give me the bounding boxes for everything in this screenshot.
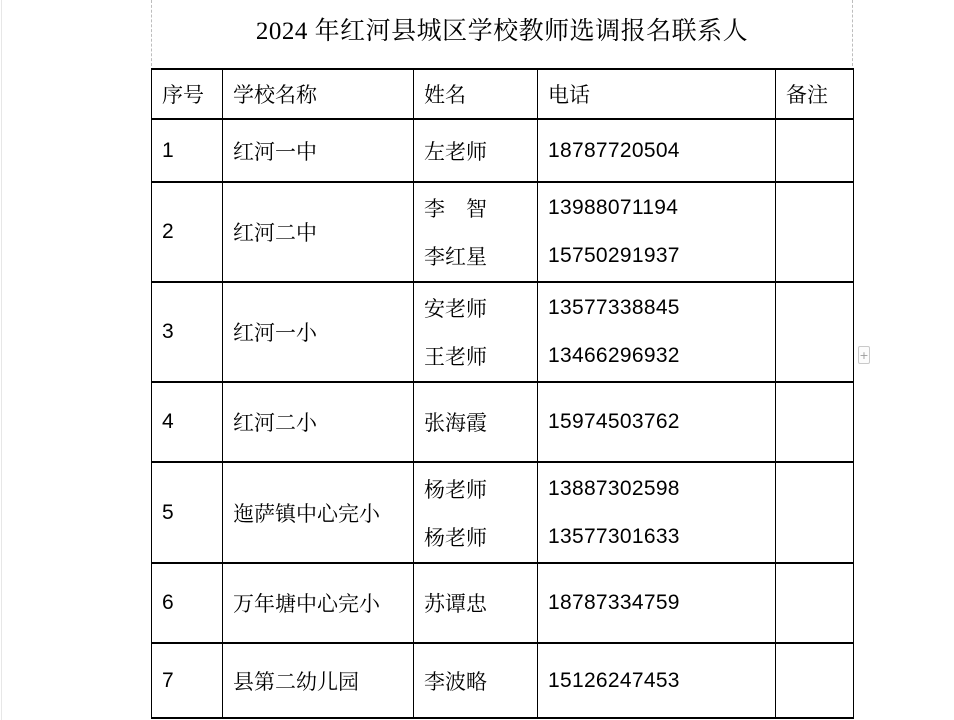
cell-phone [538, 282, 776, 382]
cell-name [414, 282, 538, 382]
table-row [152, 462, 854, 563]
cell-school: 县第二幼儿园 [223, 643, 414, 718]
header-name: 姓名 [414, 69, 538, 119]
phone-line: 15750291937 [548, 244, 680, 267]
table-row [152, 563, 854, 643]
table-row [152, 382, 854, 462]
insert-plus-button[interactable]: + [858, 346, 870, 364]
cell-no: 2 [152, 182, 223, 282]
cell-no: 7 [152, 643, 223, 718]
table-row [152, 119, 854, 182]
table-row [152, 282, 854, 382]
cell-school: 迤萨镇中心完小 [223, 462, 414, 563]
cell-school: 红河二中 [223, 182, 414, 282]
cell-no: 5 [152, 462, 223, 563]
cell-note [776, 119, 854, 182]
cell-name: 苏谭忠 [414, 563, 538, 643]
document-title: 2024 年红河县城区学校教师选调报名联系人 [255, 18, 749, 45]
cell-name: 张海霞 [414, 382, 538, 462]
header-no: 序号 [152, 69, 223, 119]
cell-name [414, 462, 538, 563]
page-edge-line [1, 0, 2, 720]
cell-phone: 15126247453 [538, 643, 776, 718]
phone-line: 13988071194 [548, 196, 679, 219]
header-note: 备注 [776, 69, 854, 119]
phone-line: 13466296932 [548, 344, 680, 367]
cell-name: 左老师 [414, 119, 538, 182]
header-phone: 电话 [538, 69, 776, 119]
cell-no: 3 [152, 282, 223, 382]
cell-note [776, 462, 854, 563]
name-line: 王老师 [424, 345, 487, 369]
cell-phone: 18787720504 [538, 119, 776, 182]
table-header-row [152, 69, 854, 119]
phone-line: 13577338845 [548, 296, 680, 319]
name-line: 李 智 [424, 197, 487, 221]
cell-name [414, 182, 538, 282]
cell-note [776, 382, 854, 462]
cell-school: 万年塘中心完小 [223, 563, 414, 643]
name-line: 安老师 [424, 297, 487, 321]
name-line: 杨老师 [424, 525, 487, 550]
header-school: 学校名称 [223, 69, 414, 119]
name-line: 杨老师 [424, 477, 487, 502]
cell-phone [538, 462, 776, 563]
cell-no: 6 [152, 563, 223, 643]
cell-school: 红河二小 [223, 382, 414, 462]
cell-school: 红河一中 [223, 119, 414, 182]
cell-note [776, 182, 854, 282]
name-line: 李红星 [424, 245, 487, 269]
cell-no: 1 [152, 119, 223, 182]
phone-line: 13577301633 [548, 524, 680, 548]
table-row [152, 182, 854, 282]
cell-name: 李波略 [414, 643, 538, 718]
table-row [152, 643, 854, 718]
cell-phone [538, 182, 776, 282]
cell-note [776, 563, 854, 643]
contacts-table [151, 68, 854, 719]
cell-school: 红河一小 [223, 282, 414, 382]
cell-note [776, 282, 854, 382]
cell-phone: 15974503762 [538, 382, 776, 462]
cell-phone: 18787334759 [538, 563, 776, 643]
cell-no: 4 [152, 382, 223, 462]
cell-note [776, 643, 854, 718]
phone-line: 13887302598 [548, 476, 680, 500]
